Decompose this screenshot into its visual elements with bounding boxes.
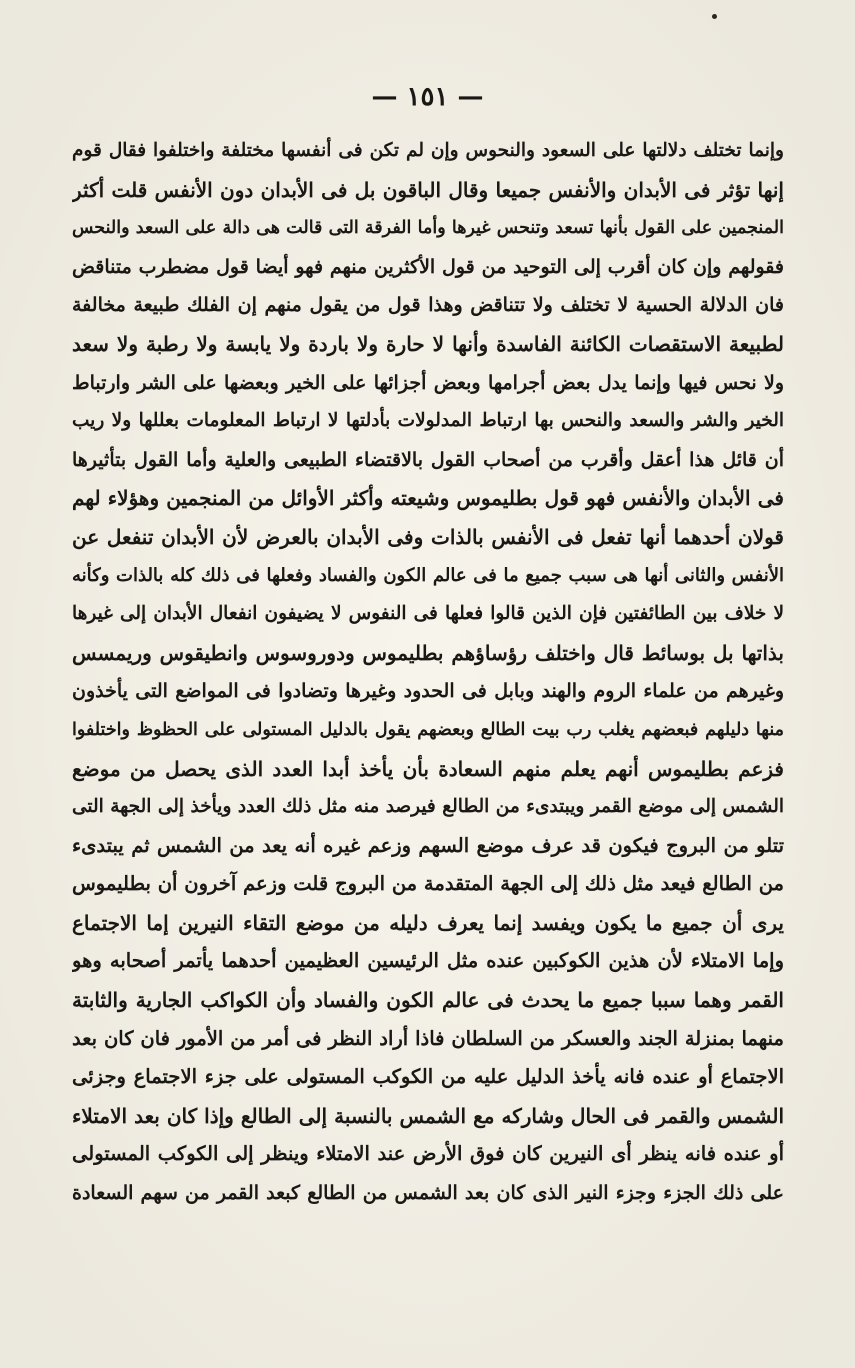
text-line-23: القمر وهما سببا جميع ما يحدث فى عالم الكون والفساد وأن الكواكب الجارية والثابتة xyxy=(72,988,784,1013)
text-line-28: على ذلك الجزء وجزء النير الذى كان بعد الشمس من الطالع كبعد القمر من سهم السعادة xyxy=(72,1182,784,1205)
text-line-24: منهما بمنزلة الجند والعسكر من السلطان فاذا أراد النظر فى أمر من الأمور فان كان بعد xyxy=(72,1026,784,1050)
text-line-2: إنها تؤثر فى الأبدان والأنفس جميعا وقال الباقون بل فى الأبدان دون الأنفس قلت أكثر xyxy=(72,177,784,202)
ink-speck xyxy=(712,14,717,19)
text-line-21: يرى أن جميع ما يكون ويفسد إنما يعرف دليله من موضع التقاء النيرين إما الاجتماع xyxy=(72,910,784,935)
text-line-11: قولان أحدهما أنها تفعل فى الأنفس بالذات وفى الأبدان بالعرض لأن الأبدان تنفعل عن xyxy=(72,524,784,549)
text-line-7: ولا نحس فيها وإنما يدل بعض أجرامها وبعض أجزائها على الخير وبعضها على الشر وارتباط xyxy=(72,371,784,394)
text-line-26: الشمس والقمر فى الحال وشاركه مع الشمس بالنسبة إلى الطالع وإذا كان بعد الامتلاء xyxy=(72,1103,784,1128)
text-line-18: الشمس إلى موضع القمر ويبتدىء من الطالع فيرصد منه مثل ذلك العدد ويأخذ إلى الجهة التى xyxy=(72,796,784,818)
text-line-25: الاجتماع أو عنده فانه يأخذ الدليل عليه من الكوكب المستولى على جزء الاجتماع وجزئى xyxy=(72,1065,784,1089)
body-text xyxy=(72,132,784,1213)
text-line-3: المنجمين على القول بأنها تسعد وتنحس غيرها وأما الفرقة التى قالت هى دالة على السعد والنحس xyxy=(72,218,784,239)
text-line-13: لا خلاف بين الطائفتين فإن الذين قالوا فعلها فى النفوس لا يضيفون انفعال الأبدان إلى غيرها xyxy=(72,603,784,625)
text-line-17: فزعم بطليموس أنهم يعلم منهم السعادة بأن يأخذ أبدا العدد الذى يحصل من موضع xyxy=(72,756,784,781)
text-line-8: الخير والشر والسعد والنحس بها ارتباط المدلولات بأدلتها لا ارتباط المعلومات بعللها ولا ريب xyxy=(72,410,784,432)
text-line-4: فقولهم وإن كان أقرب إلى التوحيد من قول الأكثرين منهم فهو أيضا قول مضطرب متناقض xyxy=(72,255,784,278)
text-line-19: تتلو من البروج فيكون قد عرف موضع السهم وزعم غيره أنه يعد من الشمس ثم يبتدىء xyxy=(72,833,784,857)
text-line-14: بذاتها بل بوسائط قال واختلف رؤساؤهم بطليموس ودوروسوس وانطيقوس وريمسس xyxy=(72,640,784,665)
text-line-9: أن قائل هذا أعقل وأقرب من أصحاب القول بالاقتضاء الطبيعى والعلية وأما القول بتأثيرها xyxy=(72,448,784,471)
page-number: — ١٥١ — xyxy=(371,82,484,112)
text-line-15: وغيرهم من علماء الروم والهند وبابل فى الحدود وغيرها وتضادوا فى المواضع التى يأخذون xyxy=(72,680,784,703)
text-line-16: منها دليلهم فبعضهم يغلب رب بيت الطالع وبعضهم يقول بالدليل المستولى على الحظوظ واختلفوا xyxy=(72,719,784,740)
text-line-5: فان الدلالة الحسية لا تختلف ولا تتناقض وهذا قول من يقول منهم إن الفلك طبيعة مخالفة xyxy=(72,294,784,317)
text-line-1: وإنما تختلف دلالتها على السعود والنحوس وإن لم تكن فى أنفسها مختلفة واختلفوا فقال قوم xyxy=(72,140,784,161)
text-line-6: لطبيعة الاستقصات الكائنة الفاسدة وأنها لا حارة ولا باردة ولا يابسة ولا رطبة ولا سعد xyxy=(72,331,784,356)
text-line-20: من الطالع فيعد مثل ذلك إلى الجهة المتقدمة من البروج قلت وزعم آخرون أن بطليموس xyxy=(72,872,784,896)
text-line-12: الأنفس والثانى أنها هى سبب جميع ما فى عالم الكون والفساد وفعلها فى ذلك كله بالذات وكأنه xyxy=(72,564,784,586)
text-line-27: أو عنده فانه ينظر أى النيرين كان فوق الأرض عند الامتلاء وينظر إلى الكوكب المستولى xyxy=(72,1142,784,1166)
text-line-22: وإما الامتلاء لأن هذين الكوكبين عنده مثل الرئيسين العظيمين أحدهما يأتمر أصحابه وهو xyxy=(72,949,784,973)
text-line-10: فى الأبدان والأنفس فهو قول بطليموس وشيعته وأكثر الأوائل من المنجمين وهؤلاء لهم xyxy=(72,486,784,511)
